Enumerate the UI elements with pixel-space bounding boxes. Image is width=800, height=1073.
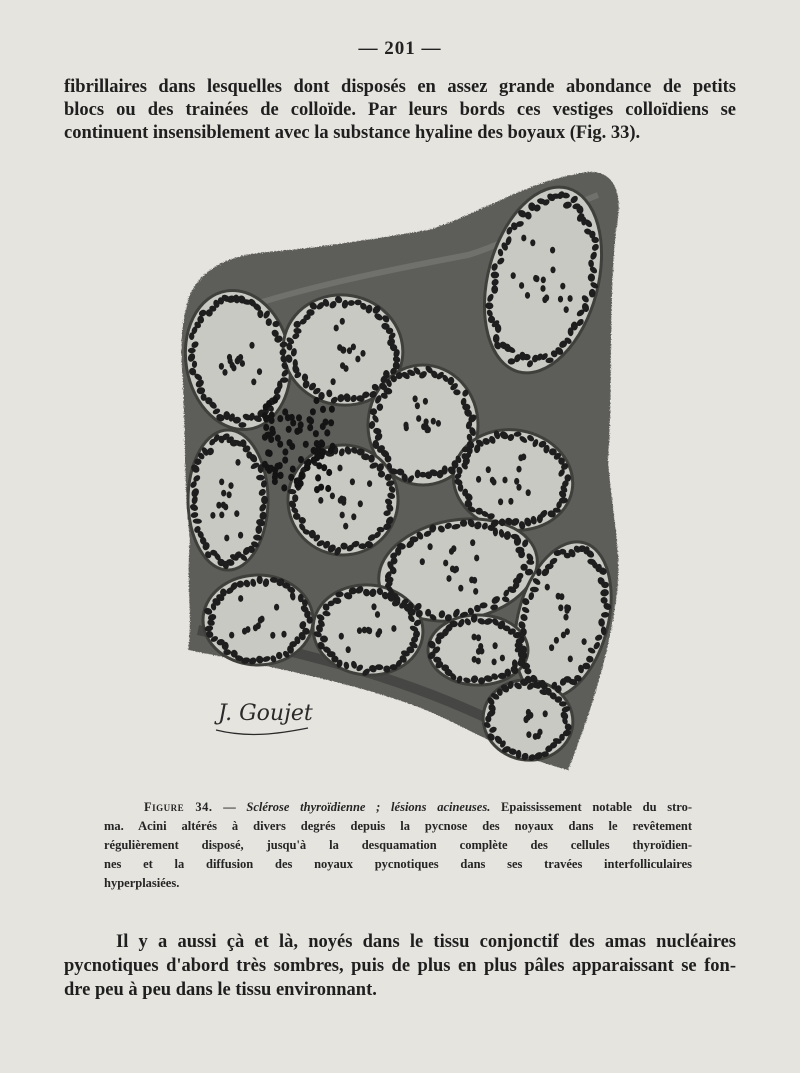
nucleus	[543, 710, 548, 717]
bottom-paragraph	[64, 930, 736, 1002]
pycnotic-nucleus	[262, 461, 268, 468]
nucleus	[549, 644, 554, 651]
nucleus	[331, 378, 336, 385]
caption-dash: —	[212, 800, 247, 814]
pycnotic-nucleus	[315, 474, 321, 481]
nucleus	[491, 479, 496, 486]
nucleus	[568, 656, 573, 663]
nucleus	[367, 627, 372, 634]
pycnotic-nucleus	[286, 426, 292, 433]
figure-label: Figure 34.	[144, 800, 213, 814]
nucleus	[219, 512, 224, 519]
nucleus	[240, 360, 245, 367]
pycnotic-nucleus	[278, 472, 284, 479]
pycnotic-nucleus	[320, 406, 326, 413]
pycnotic-nucleus	[289, 443, 295, 450]
figure-title: Sclérose thyroïdienne ; lésions acineuses.	[246, 800, 491, 814]
pycnotic-nucleus	[323, 419, 329, 426]
nucleus	[454, 566, 459, 573]
nucleus	[371, 603, 376, 610]
nucleus	[340, 362, 345, 369]
nucleus	[516, 466, 521, 473]
nucleus	[416, 415, 421, 422]
thyroid-section-illustration	[168, 160, 628, 780]
nucleus	[424, 418, 429, 425]
nucleus	[472, 656, 477, 663]
pycnotic-nucleus	[311, 456, 317, 463]
pycnotic-nucleus	[277, 415, 283, 422]
nucleus	[235, 459, 240, 466]
nucleus	[420, 558, 425, 565]
pycnotic-nucleus	[316, 445, 322, 452]
nucleus	[413, 395, 418, 402]
nucleus	[530, 239, 535, 246]
nucleus	[251, 379, 256, 386]
nucleus	[340, 318, 345, 325]
pycnotic-nucleus	[328, 419, 334, 426]
pycnotic-nucleus	[326, 469, 332, 476]
nucleus	[564, 306, 569, 313]
nucleus	[476, 476, 481, 483]
paragraph-line: pycnotiques d'abord très sombres, puis de plus en plus pâles apparaissant se fon-	[64, 956, 736, 976]
nucleus	[550, 247, 555, 254]
pycnotic-nucleus	[277, 441, 283, 448]
nucleus	[526, 731, 531, 738]
nucleus	[249, 342, 254, 349]
nucleus	[428, 543, 433, 550]
pycnotic-nucleus	[290, 419, 296, 426]
nucleus	[564, 604, 569, 611]
nucleus	[351, 513, 356, 520]
nucleus	[360, 350, 365, 357]
nucleus	[436, 420, 441, 427]
nucleus	[350, 478, 355, 485]
nucleus	[451, 545, 456, 552]
nucleus	[210, 512, 215, 519]
nucleus	[508, 498, 513, 505]
nucleus	[560, 283, 565, 290]
pycnotic-nucleus	[313, 430, 319, 437]
pycnotic-nucleus	[328, 447, 334, 454]
pycnotic-nucleus	[296, 414, 302, 421]
pycnotic-nucleus	[298, 473, 304, 480]
paragraph-line: dre peu à peu dans le tissu environnant.	[64, 980, 377, 1000]
nucleus	[231, 365, 236, 372]
nucleus	[236, 356, 241, 363]
nucleus	[470, 539, 475, 546]
nucleus	[341, 496, 346, 503]
nucleus	[474, 555, 479, 562]
nucleus	[423, 398, 428, 405]
nucleus	[554, 637, 559, 644]
nucleus	[469, 577, 474, 584]
nucleus	[561, 632, 566, 639]
nucleus	[238, 595, 243, 602]
nucleus	[403, 422, 408, 429]
nucleus	[222, 369, 227, 376]
nucleus	[521, 235, 526, 242]
nucleus	[318, 497, 323, 504]
nucleus	[498, 498, 503, 505]
nucleus	[476, 634, 481, 641]
nucleus	[446, 575, 451, 582]
nucleus	[375, 611, 380, 618]
nucleus	[492, 659, 497, 666]
nucleus	[500, 655, 505, 662]
nucleus	[519, 282, 524, 289]
nucleus	[351, 344, 356, 351]
pycnotic-nucleus	[325, 485, 331, 492]
pycnotic-nucleus	[263, 415, 269, 422]
nucleus	[377, 628, 382, 635]
nucleus	[415, 402, 420, 409]
pycnotic-nucleus	[298, 421, 304, 428]
pycnotic-nucleus	[266, 467, 272, 474]
pycnotic-nucleus	[294, 478, 300, 485]
nucleus	[533, 733, 538, 740]
nucleus	[493, 642, 498, 649]
pycnotic-nucleus	[288, 474, 294, 481]
nucleus	[221, 490, 226, 497]
pycnotic-nucleus	[282, 457, 288, 464]
nucleus	[339, 633, 344, 640]
paragraph-line: Il y a aussi çà et là, noyés dans le tissu conjonctif des amas nucléaires	[116, 932, 736, 952]
nucleus	[343, 523, 348, 530]
pycnotic-nucleus	[272, 397, 278, 404]
nucleus	[582, 638, 587, 645]
acinus	[188, 430, 268, 570]
nucleus	[545, 584, 550, 591]
nucleus	[257, 368, 262, 375]
nucleus	[368, 455, 375, 463]
pycnotic-nucleus	[263, 424, 269, 431]
top-paragraph	[64, 76, 736, 145]
pycnotic-nucleus	[310, 408, 316, 415]
pycnotic-nucleus	[321, 464, 327, 471]
nucleus	[559, 593, 564, 600]
nucleus	[431, 418, 436, 425]
pycnotic-nucleus	[307, 424, 313, 431]
pycnotic-nucleus	[266, 400, 272, 407]
caption-line: ma. Acini altérés à divers degrés depuis la pycnose des noyaux dans le revêtement	[104, 819, 692, 833]
nucleus	[514, 478, 519, 485]
histology-figure	[168, 160, 628, 780]
pycnotic-nucleus	[329, 406, 335, 413]
nucleus	[334, 325, 339, 332]
nucleus	[245, 626, 250, 633]
nucleus	[558, 296, 563, 303]
nucleus	[227, 491, 232, 498]
nucleus	[443, 560, 448, 567]
nucleus	[281, 631, 286, 638]
nucleus	[541, 277, 546, 284]
nucleus	[219, 363, 224, 370]
nucleus	[270, 632, 275, 639]
nucleus	[340, 512, 345, 519]
paragraph-line: blocs ou des trainées de colloïde. Par leurs bords ces vestiges colloïdiens se	[64, 100, 736, 120]
nucleus	[568, 295, 573, 302]
nucleus	[458, 585, 463, 592]
pycnotic-nucleus	[277, 462, 283, 469]
nucleus	[502, 477, 507, 484]
nucleus	[544, 294, 549, 301]
nucleus	[355, 356, 360, 363]
nucleus	[358, 500, 363, 507]
pycnotic-nucleus	[303, 441, 309, 448]
nucleus	[238, 532, 243, 539]
nucleus	[472, 634, 477, 641]
pycnotic-nucleus	[324, 429, 330, 436]
pycnotic-nucleus	[264, 432, 270, 439]
caption-line: régulièrement disposé, jusqu'à la desquamation complète des cellules thyroïdien-	[104, 838, 692, 852]
nucleus	[367, 480, 372, 487]
page-number: — 201 —	[358, 38, 442, 59]
caption-line: nes et la diffusion des noyaux pycnotiques dans ses travées interfolliculaires	[104, 857, 692, 871]
paragraph-line: continuent insensiblement avec la substance hyaline des boyaux (Fig. 33).	[64, 123, 641, 143]
nucleus	[330, 493, 335, 500]
nucleus	[540, 285, 545, 292]
nucleus	[528, 712, 533, 719]
nucleus	[524, 716, 529, 723]
pycnotic-nucleus	[314, 397, 320, 404]
nucleus	[550, 267, 555, 274]
pycnotic-nucleus	[282, 448, 288, 455]
pycnotic-nucleus	[290, 466, 296, 473]
nucleus	[253, 624, 258, 631]
nucleus	[223, 504, 228, 511]
caption-line: Epaississement notable du stro-	[490, 800, 693, 814]
pycnotic-nucleus	[265, 449, 271, 456]
nucleus	[219, 479, 224, 486]
pycnotic-nucleus	[308, 417, 314, 424]
nucleus	[473, 588, 478, 595]
nucleus	[216, 502, 221, 509]
pycnotic-nucleus	[269, 417, 275, 424]
nucleus	[259, 616, 264, 623]
nucleus	[526, 489, 531, 496]
nucleus	[346, 646, 351, 653]
nucleus	[357, 627, 362, 634]
nucleus	[534, 275, 539, 282]
pycnotic-nucleus	[285, 414, 291, 421]
nucleus	[424, 426, 429, 433]
nucleus	[486, 466, 491, 473]
nucleus	[511, 272, 516, 279]
nucleus	[234, 510, 239, 517]
nucleus	[563, 614, 568, 621]
pycnotic-nucleus	[272, 478, 278, 485]
pycnotic-nucleus	[269, 426, 275, 433]
nucleus	[274, 604, 279, 611]
nucleus	[337, 465, 342, 472]
nucleus	[227, 354, 232, 361]
pycnotic-nucleus	[298, 456, 304, 463]
paragraph-line: fibrillaires dans lesquelles dont disposés en assez grande abondance de petits	[64, 77, 736, 97]
pycnotic-nucleus	[305, 460, 311, 467]
nucleus	[516, 484, 521, 491]
nucleus	[362, 627, 367, 634]
nucleus	[476, 648, 481, 655]
pycnotic-nucleus	[294, 428, 300, 435]
nucleus	[224, 535, 229, 542]
nucleus	[391, 625, 396, 632]
caption-line: hyperplasiées.	[104, 876, 180, 890]
pycnotic-nucleus	[281, 484, 287, 491]
figure-caption	[104, 798, 692, 893]
pycnotic-nucleus	[319, 452, 325, 459]
nucleus	[525, 292, 530, 299]
artist-signature: J. Goujet	[218, 701, 313, 726]
nucleus	[229, 632, 234, 639]
nucleus	[558, 604, 563, 611]
nucleus	[228, 482, 233, 489]
nucleus	[337, 344, 342, 351]
pycnotic-nucleus	[314, 486, 320, 493]
nucleus	[518, 454, 523, 461]
nucleus	[449, 621, 458, 628]
